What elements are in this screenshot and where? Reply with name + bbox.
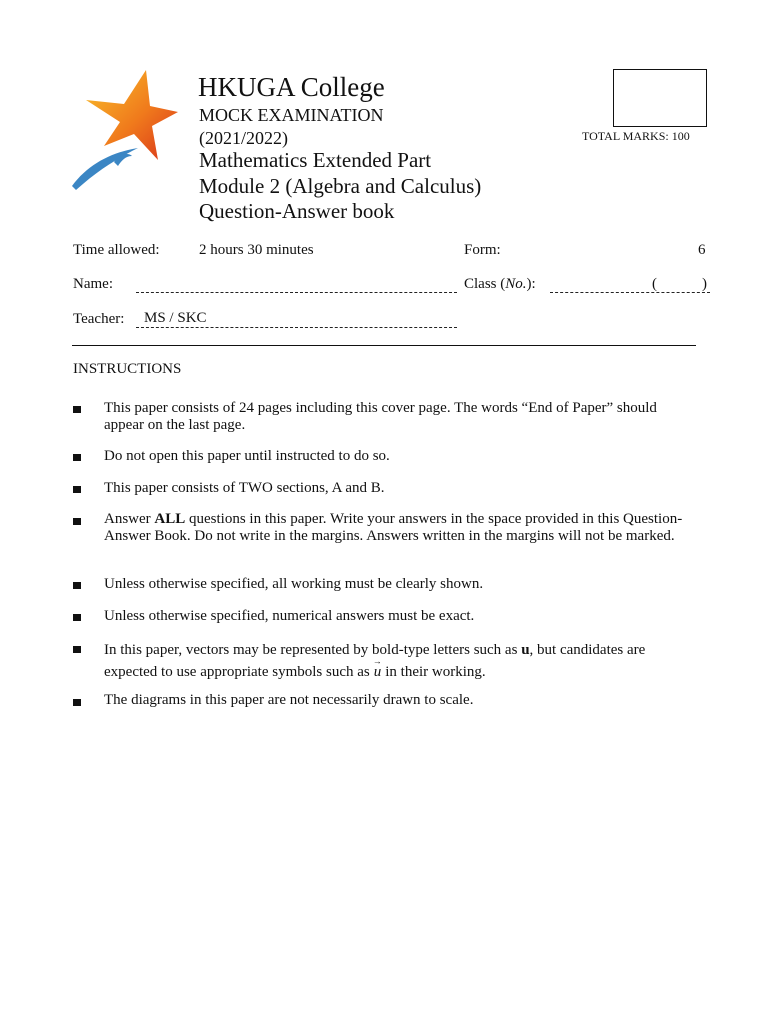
- instruction-item: Do not open this paper until instructed to do so.: [104, 448, 390, 464]
- instructions-heading: INSTRUCTIONS: [73, 361, 182, 377]
- bullet-icon: [73, 646, 81, 653]
- form-label: Form:: [464, 242, 501, 258]
- teacher-value: MS / SKC: [144, 310, 207, 326]
- name-label: Name:: [73, 276, 113, 292]
- instruction-item: This paper consists of 24 pages including this cover page. The words “End of Paper” should appear on the last page.: [104, 400, 657, 433]
- class-no-close-paren: ): [702, 276, 707, 292]
- teacher-field[interactable]: [136, 327, 457, 328]
- class-label: Class (No.):: [464, 276, 536, 292]
- exam-year: (2021/2022): [199, 128, 288, 148]
- module-title: Module 2 (Algebra and Calculus): [199, 174, 482, 198]
- name-field[interactable]: [136, 292, 457, 293]
- bullet-icon: [73, 518, 81, 525]
- total-marks: TOTAL MARKS: 100: [582, 129, 690, 143]
- instruction-item: This paper consists of TWO sections, A and B.: [104, 480, 385, 496]
- time-label: Time allowed:: [73, 242, 160, 258]
- bullet-icon: [73, 486, 81, 493]
- instruction-item: The diagrams in this paper are not necessarily drawn to scale.: [104, 692, 474, 708]
- instruction-item: Unless otherwise specified, numerical answers must be exact.: [104, 608, 475, 624]
- school-logo-star-icon: [68, 68, 180, 192]
- instruction-item: Answer ALL questions in this paper. Write your answers in the space provided in this Question-Answer Book. Do not write in the margins. Answers written in the margins will not be marked.: [104, 511, 683, 544]
- bullet-icon: [73, 699, 81, 706]
- bullet-icon: [73, 454, 81, 461]
- bullet-icon: [73, 614, 81, 621]
- subject-title: Mathematics Extended Part: [199, 148, 432, 172]
- class-field[interactable]: [550, 292, 710, 293]
- bullet-icon: [73, 406, 81, 413]
- teacher-label: Teacher:: [73, 311, 125, 327]
- marks-box[interactable]: [613, 69, 707, 127]
- class-no-open-paren: (: [652, 276, 657, 292]
- time-value: 2 hours 30 minutes: [199, 242, 314, 258]
- instruction-item: Unless otherwise specified, all working must be clearly shown.: [104, 576, 484, 592]
- vector-u-symbol: → u: [374, 661, 382, 683]
- book-title: Question-Answer book: [199, 199, 395, 223]
- bullet-icon: [73, 582, 81, 589]
- instruction-item: In this paper, vectors may be represented by bold-type letters such as u, but candidates are expected to use appropriate symbols such as→ u in their working.: [104, 639, 694, 683]
- exam-title: MOCK EXAMINATION: [199, 105, 384, 125]
- form-value: 6: [698, 242, 706, 258]
- school-name: HKUGA College: [198, 72, 385, 102]
- divider: [72, 345, 696, 346]
